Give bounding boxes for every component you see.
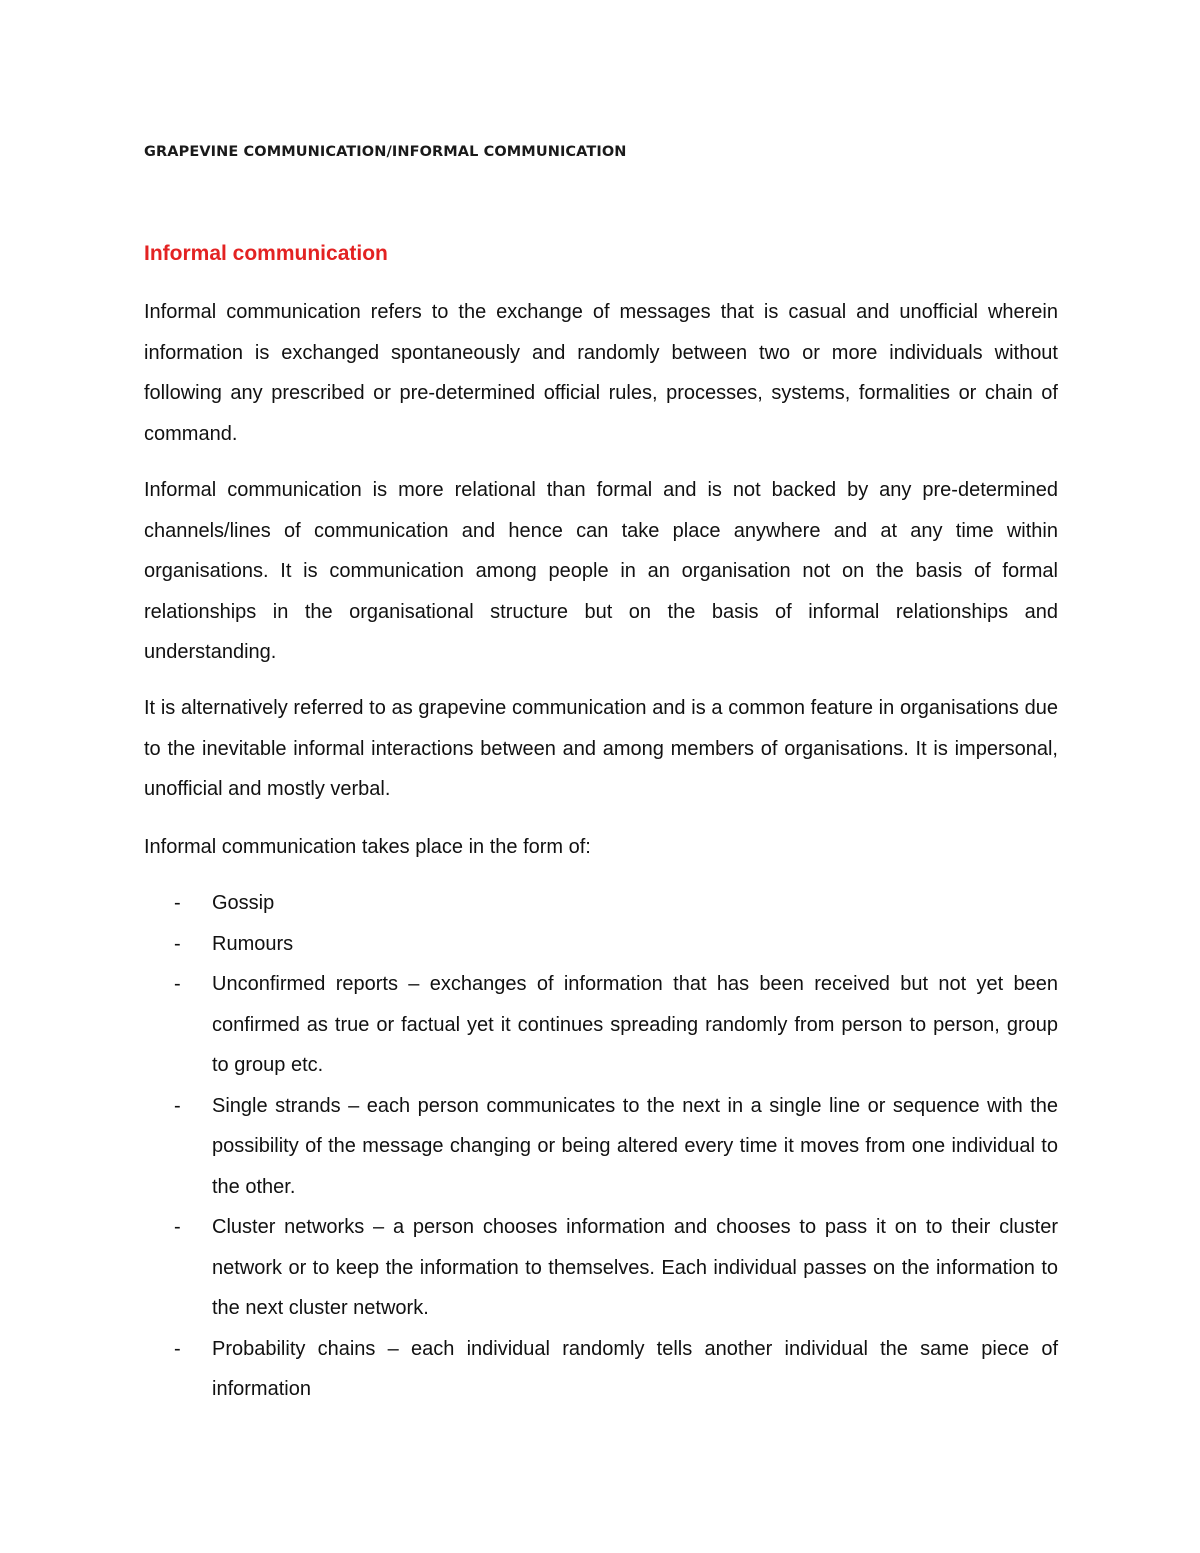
bullet-text: Probability chains – each individual randomly tells another individual the same piece of information [212, 1337, 1058, 1400]
document-page [144, 0, 1058, 1553]
bullet-text: Gossip [212, 892, 275, 914]
bullet-dash: - [174, 932, 181, 955]
list-item [144, 1207, 1058, 1329]
document-title: GRAPEVINE COMMUNICATION/INFORMAL COMMUNICATION [144, 144, 627, 160]
bullet-dash: - [174, 892, 181, 914]
paragraph-relational: Informal communication is more relational than formal and is not backed by any pre-determined channels/lines of communication and hence can take place anywhere and at any time within organisations. It is communication among people in an organisation not on the basis of formal relationships in the organisational structure but on the basis of informal relationships and understanding. [144, 479, 1058, 663]
forms-bullet-list [144, 883, 1058, 1410]
bullet-text: Rumours [212, 932, 294, 955]
list-item [144, 1329, 1058, 1410]
list-item [144, 964, 1058, 1086]
bullet-dash: - [174, 1216, 181, 1238]
bullet-text: Cluster networks – a person chooses information and chooses to pass it on to their cluster network or to keep the information to themselves. Each individual passes on the information to the next cluster network. [212, 1216, 1058, 1319]
bullet-text: Unconfirmed reports – exchanges of information that has been received but not yet been confirmed as true or factual yet it continues spreading randomly from person to person, group to group etc. [212, 973, 1058, 1076]
list-item [144, 883, 1058, 924]
bullet-dash: - [174, 1337, 181, 1360]
section-heading: Informal communication [144, 242, 388, 265]
list-item [144, 924, 1058, 965]
bullet-dash: - [174, 973, 181, 995]
paragraph-definition: Informal communication refers to the exchange of messages that is casual and unofficial wherein information is exchanged spontaneously and randomly between two or more individuals without following any prescribed or pre-determined official rules, processes, systems, formalities or chain of command. [144, 301, 1058, 445]
list-item [144, 1086, 1058, 1208]
bullet-dash: - [174, 1094, 181, 1117]
bullet-text: Single strands – each person communicates to the next in a single line or sequence with the possibility of the message changing or being altered every time it moves from one individual to the other. [212, 1094, 1058, 1198]
paragraph-grapevine: It is alternatively referred to as grapevine communication and is a common feature in organisations due to the inevitable informal interactions between and among members of organisations. It is impersonal, unofficial and mostly verbal. [144, 697, 1058, 800]
paragraph-forms-intro: Informal communication takes place in the form of: [144, 836, 591, 858]
